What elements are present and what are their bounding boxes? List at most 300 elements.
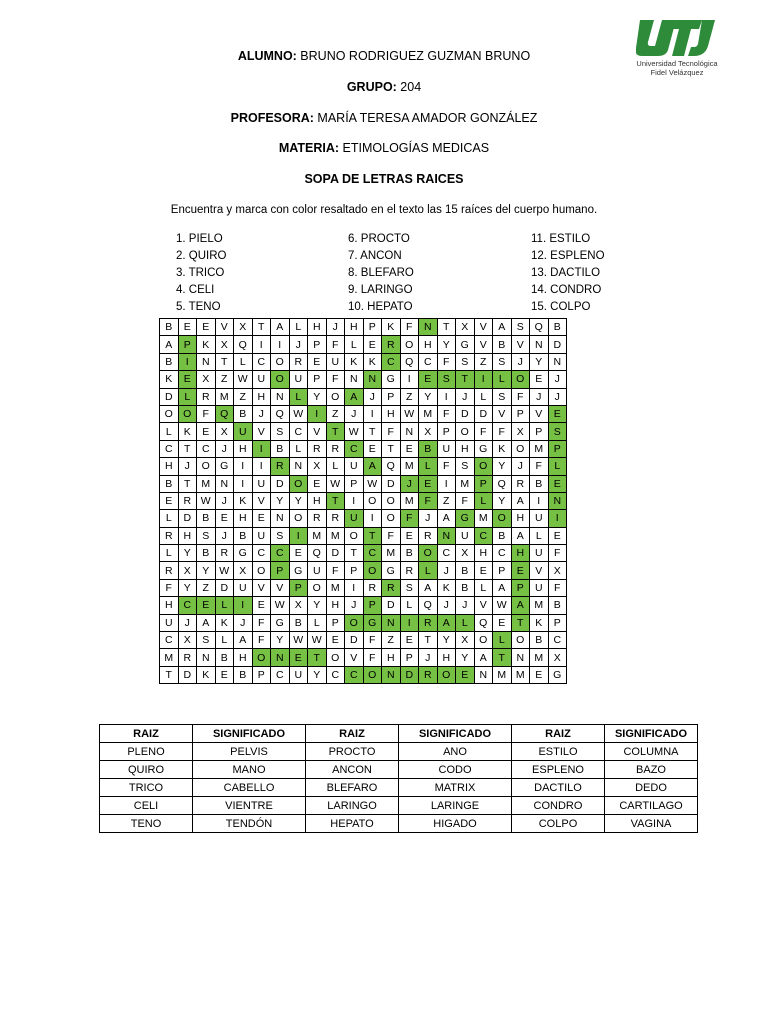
grid-cell: D (178, 510, 197, 527)
word-list-item: 11. ESTILO (531, 233, 591, 245)
grid-cell: D (548, 336, 567, 353)
grid-row (160, 510, 567, 527)
grid-cell: U (530, 579, 549, 596)
grid-cell: N (530, 336, 549, 353)
grid-cell: O (289, 510, 308, 527)
table-row (100, 743, 698, 761)
grid-cell: V (345, 649, 364, 666)
grid-cell: J (215, 492, 234, 509)
grid-cell: J (345, 405, 364, 422)
grid-row (160, 614, 567, 631)
grid-cell: L (493, 371, 512, 388)
grid-cell: O (493, 510, 512, 527)
grid-cell: A (437, 614, 456, 631)
grid-cell: L (160, 545, 179, 562)
grid-cell: L (530, 527, 549, 544)
grid-cell: J (548, 388, 567, 405)
grid-cell: B (530, 475, 549, 492)
grid-cell: B (548, 597, 567, 614)
grid-cell: F (400, 319, 419, 336)
grid-cell: N (474, 666, 493, 683)
grid-cell: K (178, 423, 197, 440)
grid-cell: H (511, 510, 530, 527)
table-cell: CODO (399, 761, 512, 779)
grid-cell: E (400, 632, 419, 649)
grid-cell: P (530, 423, 549, 440)
grid-cell: O (289, 475, 308, 492)
grid-cell: B (548, 319, 567, 336)
table-header-row (100, 725, 698, 743)
grid-row (160, 527, 567, 544)
grid-cell: H (345, 319, 364, 336)
page-subtitle: SOPA DE LETRAS RAICES (304, 172, 464, 186)
grid-cell: O (197, 458, 216, 475)
grid-cell: P (252, 666, 271, 683)
grid-cell: G (382, 562, 401, 579)
grid-row (160, 405, 567, 422)
grid-cell: O (511, 632, 530, 649)
grid-cell: J (530, 388, 549, 405)
grid-cell: R (215, 545, 234, 562)
grid-cell: N (197, 353, 216, 370)
grid-cell: P (363, 319, 382, 336)
grupo-value: 204 (396, 80, 422, 94)
table-cell: QUIRO (100, 761, 193, 779)
grid-cell: R (326, 510, 345, 527)
grid-cell: T (437, 319, 456, 336)
word-list-item: 6. PROCTO (348, 233, 410, 245)
grid-cell: R (178, 492, 197, 509)
grid-cell: E (215, 666, 234, 683)
grid-cell: A (419, 579, 438, 596)
grid-cell: A (511, 492, 530, 509)
grid-cell: I (289, 527, 308, 544)
grid-cell: U (234, 579, 253, 596)
grid-cell: B (419, 440, 438, 457)
grid-cell: E (548, 475, 567, 492)
grid-cell: E (308, 475, 327, 492)
grid-cell: X (178, 562, 197, 579)
grid-cell: Y (493, 458, 512, 475)
grid-cell: C (437, 545, 456, 562)
grid-cell: T (363, 423, 382, 440)
grid-cell: A (511, 527, 530, 544)
table-cell: VAGINA (605, 815, 698, 833)
grid-cell: C (271, 545, 290, 562)
grid-cell: G (271, 614, 290, 631)
grid-cell: B (493, 527, 512, 544)
grid-cell: D (382, 597, 401, 614)
grid-cell: S (271, 527, 290, 544)
grid-cell: S (511, 319, 530, 336)
grid-row (160, 336, 567, 353)
grid-cell: E (252, 510, 271, 527)
grid-cell: H (308, 319, 327, 336)
grid-cell: O (345, 614, 364, 631)
grid-cell: U (160, 614, 179, 631)
grid-cell: Y (178, 545, 197, 562)
grid-cell: O (308, 579, 327, 596)
grid-cell: N (271, 388, 290, 405)
grid-cell: O (363, 666, 382, 683)
grid-cell: H (511, 545, 530, 562)
grid-cell: O (511, 440, 530, 457)
grid-cell: O (382, 510, 401, 527)
grid-cell: E (511, 562, 530, 579)
grid-cell: I (178, 353, 197, 370)
grid-cell: L (400, 597, 419, 614)
grid-cell: F (530, 458, 549, 475)
grid-cell: M (197, 475, 216, 492)
grid-cell: N (548, 353, 567, 370)
grid-cell: K (197, 336, 216, 353)
grid-cell: A (271, 319, 290, 336)
grid-cell: N (382, 614, 401, 631)
grid-cell: O (178, 405, 197, 422)
grid-cell: F (437, 405, 456, 422)
table-cell: CONDRO (512, 797, 605, 815)
grid-cell: S (493, 388, 512, 405)
grid-cell: J (215, 440, 234, 457)
grid-cell: H (160, 458, 179, 475)
grid-cell: G (363, 614, 382, 631)
grid-cell: N (345, 371, 364, 388)
table-cell: PLENO (100, 743, 193, 761)
grid-cell: A (474, 649, 493, 666)
grid-cell: X (419, 423, 438, 440)
grid-cell: P (548, 440, 567, 457)
word-list-item: 8. BLEFARO (348, 267, 414, 279)
grid-cell: B (197, 510, 216, 527)
table-cell: ESTILO (512, 743, 605, 761)
grid-cell: E (363, 440, 382, 457)
grid-cell: V (474, 597, 493, 614)
grid-cell: I (437, 388, 456, 405)
grid-cell: K (530, 614, 549, 631)
grid-cell: Y (493, 492, 512, 509)
grid-cell: O (474, 458, 493, 475)
grid-cell: V (474, 336, 493, 353)
grid-cell: U (345, 458, 364, 475)
grid-cell: S (400, 579, 419, 596)
grid-cell: R (400, 562, 419, 579)
grid-cell: G (289, 562, 308, 579)
grid-cell: W (493, 597, 512, 614)
grid-cell: D (400, 666, 419, 683)
grid-cell: H (178, 527, 197, 544)
grid-cell: C (160, 632, 179, 649)
grid-cell: I (437, 475, 456, 492)
grid-cell: Q (215, 405, 234, 422)
grid-cell: S (437, 371, 456, 388)
grid-cell: O (382, 492, 401, 509)
grid-cell: I (234, 458, 253, 475)
grid-cell: J (215, 527, 234, 544)
grid-cell: X (234, 562, 253, 579)
grid-cell: A (511, 597, 530, 614)
grid-cell: H (382, 405, 401, 422)
grid-cell: C (345, 440, 364, 457)
grid-cell: S (456, 458, 475, 475)
grid-cell: L (456, 614, 475, 631)
grid-cell: C (289, 423, 308, 440)
grid-cell: M (493, 666, 512, 683)
grid-cell: R (511, 475, 530, 492)
grid-cell: N (197, 649, 216, 666)
grid-cell: R (419, 666, 438, 683)
grid-cell: N (548, 492, 567, 509)
table-cell: TRICO (100, 779, 193, 797)
grid-cell: W (363, 475, 382, 492)
grid-cell: T (382, 440, 401, 457)
table-cell: CABELLO (193, 779, 306, 797)
grid-cell: R (382, 336, 401, 353)
grid-cell: J (234, 614, 253, 631)
table-header-cell: SIGNIFICADO (605, 725, 698, 743)
grid-cell: B (160, 475, 179, 492)
word-list-item: 14. CONDRO (531, 284, 602, 296)
grid-cell: A (437, 510, 456, 527)
grid-cell: B (530, 632, 549, 649)
grid-row (160, 579, 567, 596)
grid-row (160, 666, 567, 683)
grid-cell: B (160, 353, 179, 370)
grid-cell: T (363, 527, 382, 544)
grid-cell: V (493, 405, 512, 422)
grid-cell: L (474, 579, 493, 596)
grid-cell: F (197, 405, 216, 422)
grid-cell: Y (456, 649, 475, 666)
grid-cell: Q (419, 597, 438, 614)
grid-cell: O (419, 545, 438, 562)
grid-cell: I (400, 614, 419, 631)
grid-cell: E (289, 545, 308, 562)
table-row (100, 779, 698, 797)
table-header-cell: SIGNIFICADO (399, 725, 512, 743)
grid-cell: P (400, 649, 419, 666)
grid-cell: E (252, 597, 271, 614)
grid-cell: S (493, 353, 512, 370)
table-cell: COLUMNA (605, 743, 698, 761)
grid-cell: K (160, 371, 179, 388)
grid-cell: P (178, 336, 197, 353)
grid-cell: W (326, 475, 345, 492)
grid-cell: E (419, 371, 438, 388)
grid-cell: S (271, 423, 290, 440)
grid-cell: U (530, 545, 549, 562)
grid-cell: H (160, 597, 179, 614)
grid-cell: F (474, 423, 493, 440)
grid-cell: J (456, 597, 475, 614)
grid-cell: M (419, 405, 438, 422)
grid-cell: C (382, 353, 401, 370)
table-cell: TENO (100, 815, 193, 833)
grid-cell: P (548, 614, 567, 631)
grid-cell: M (308, 527, 327, 544)
grid-cell: D (474, 405, 493, 422)
grid-cell: Y (178, 579, 197, 596)
grid-cell: Z (197, 579, 216, 596)
grid-cell: A (363, 458, 382, 475)
grid-cell: D (456, 405, 475, 422)
grid-cell: U (252, 475, 271, 492)
grid-cell: H (419, 336, 438, 353)
table-cell: MANO (193, 761, 306, 779)
grid-cell: L (215, 597, 234, 614)
grid-cell: S (197, 632, 216, 649)
grid-cell: H (234, 510, 253, 527)
grid-cell: Q (400, 353, 419, 370)
grid-cell: T (493, 649, 512, 666)
grid-cell: H (326, 597, 345, 614)
grid-cell: P (511, 405, 530, 422)
grupo-label: GRUPO: (346, 80, 397, 94)
grid-cell: X (234, 319, 253, 336)
grid-cell: E (363, 336, 382, 353)
grid-cell: O (326, 388, 345, 405)
grid-cell: V (252, 579, 271, 596)
word-list-item: 7. ANCON (348, 250, 402, 262)
grid-cell: W (289, 632, 308, 649)
grid-cell: E (456, 666, 475, 683)
grid-cell: P (511, 579, 530, 596)
grid-cell: W (271, 597, 290, 614)
grid-cell: R (419, 527, 438, 544)
grid-cell: F (326, 371, 345, 388)
grid-cell: K (215, 614, 234, 631)
grid-cell: V (271, 579, 290, 596)
alumno-label: ALUMNO: (237, 49, 297, 63)
grid-cell: C (419, 353, 438, 370)
grid-cell: Q (493, 475, 512, 492)
grid-cell: U (289, 371, 308, 388)
table-cell: BLEFARO (306, 779, 399, 797)
grid-cell: I (548, 510, 567, 527)
grid-cell: F (160, 579, 179, 596)
grid-row (160, 562, 567, 579)
grid-cell: F (511, 388, 530, 405)
grid-cell: J (511, 353, 530, 370)
grid-cell: Y (197, 562, 216, 579)
grid-cell: E (400, 440, 419, 457)
profesora-line (0, 111, 768, 125)
grid-cell: G (382, 371, 401, 388)
grid-cell: U (437, 440, 456, 457)
grid-cell: P (271, 562, 290, 579)
grid-cell: R (197, 388, 216, 405)
grid-cell: W (345, 423, 364, 440)
grid-cell: Y (308, 388, 327, 405)
grid-cell: B (493, 336, 512, 353)
grid-cell: O (511, 371, 530, 388)
grid-cell: A (234, 632, 253, 649)
table-cell: TENDÓN (193, 815, 306, 833)
grid-cell: O (252, 649, 271, 666)
grid-cell: C (493, 545, 512, 562)
grid-cell: D (382, 475, 401, 492)
grid-cell: Y (289, 492, 308, 509)
grid-cell: L (308, 614, 327, 631)
materia-value: ETIMOLOGÍAS MEDICAS (339, 141, 490, 155)
grid-cell: I (345, 579, 364, 596)
table-header-cell: RAIZ (512, 725, 605, 743)
grid-cell: I (530, 492, 549, 509)
grid-cell: P (474, 475, 493, 492)
word-list-col-2 (348, 231, 414, 316)
grid-cell: A (493, 579, 512, 596)
grid-cell: N (271, 649, 290, 666)
grid-cell: Z (326, 405, 345, 422)
materia-label: MATERIA: (278, 141, 340, 155)
alumno-value: BRUNO RODRIGUEZ GUZMAN BRUNO (296, 49, 531, 63)
grid-cell: O (345, 527, 364, 544)
grid-cell: I (234, 597, 253, 614)
grid-cell: U (345, 510, 364, 527)
grid-cell: E (474, 562, 493, 579)
grid-cell: D (160, 388, 179, 405)
grid-cell: Q (530, 319, 549, 336)
grid-cell: G (456, 336, 475, 353)
grid-cell: M (474, 510, 493, 527)
grid-cell: B (234, 405, 253, 422)
grid-cell: O (160, 405, 179, 422)
table-cell: ANO (399, 743, 512, 761)
grid-cell: Y (530, 353, 549, 370)
grid-cell: S (456, 353, 475, 370)
table-cell: LARINGO (306, 797, 399, 815)
grid-cell: V (511, 336, 530, 353)
table-cell: HEPATO (306, 815, 399, 833)
grid-row (160, 319, 567, 336)
grid-row (160, 371, 567, 388)
grid-row (160, 440, 567, 457)
grid-cell: N (437, 527, 456, 544)
grid-cell: P (493, 562, 512, 579)
grid-cell: B (234, 527, 253, 544)
grid-row (160, 597, 567, 614)
table-cell: MATRIX (399, 779, 512, 797)
grid-cell: K (234, 492, 253, 509)
grid-cell: E (308, 353, 327, 370)
table-row (100, 761, 698, 779)
grid-cell: C (178, 597, 197, 614)
table-cell: CELI (100, 797, 193, 815)
grid-cell: E (326, 632, 345, 649)
grid-cell: J (178, 458, 197, 475)
materia-line (0, 141, 768, 155)
table-header-cell: RAIZ (100, 725, 193, 743)
grid-cell: D (271, 475, 290, 492)
grid-row (160, 423, 567, 440)
grid-cell: J (419, 510, 438, 527)
grid-cell: T (252, 319, 271, 336)
word-list-item: 4. CELI (176, 284, 215, 296)
grid-cell: H (234, 649, 253, 666)
grid-cell: Z (215, 371, 234, 388)
grid-row (160, 632, 567, 649)
grid-cell: T (511, 614, 530, 631)
grid-cell: A (197, 614, 216, 631)
grid-cell: X (215, 336, 234, 353)
grid-cell: X (178, 632, 197, 649)
grid-cell: E (548, 405, 567, 422)
grid-cell: F (456, 492, 475, 509)
grid-cell: H (252, 388, 271, 405)
grid-cell: G (215, 458, 234, 475)
grid-cell: F (252, 632, 271, 649)
grid-cell: C (474, 527, 493, 544)
grid-cell: P (326, 614, 345, 631)
